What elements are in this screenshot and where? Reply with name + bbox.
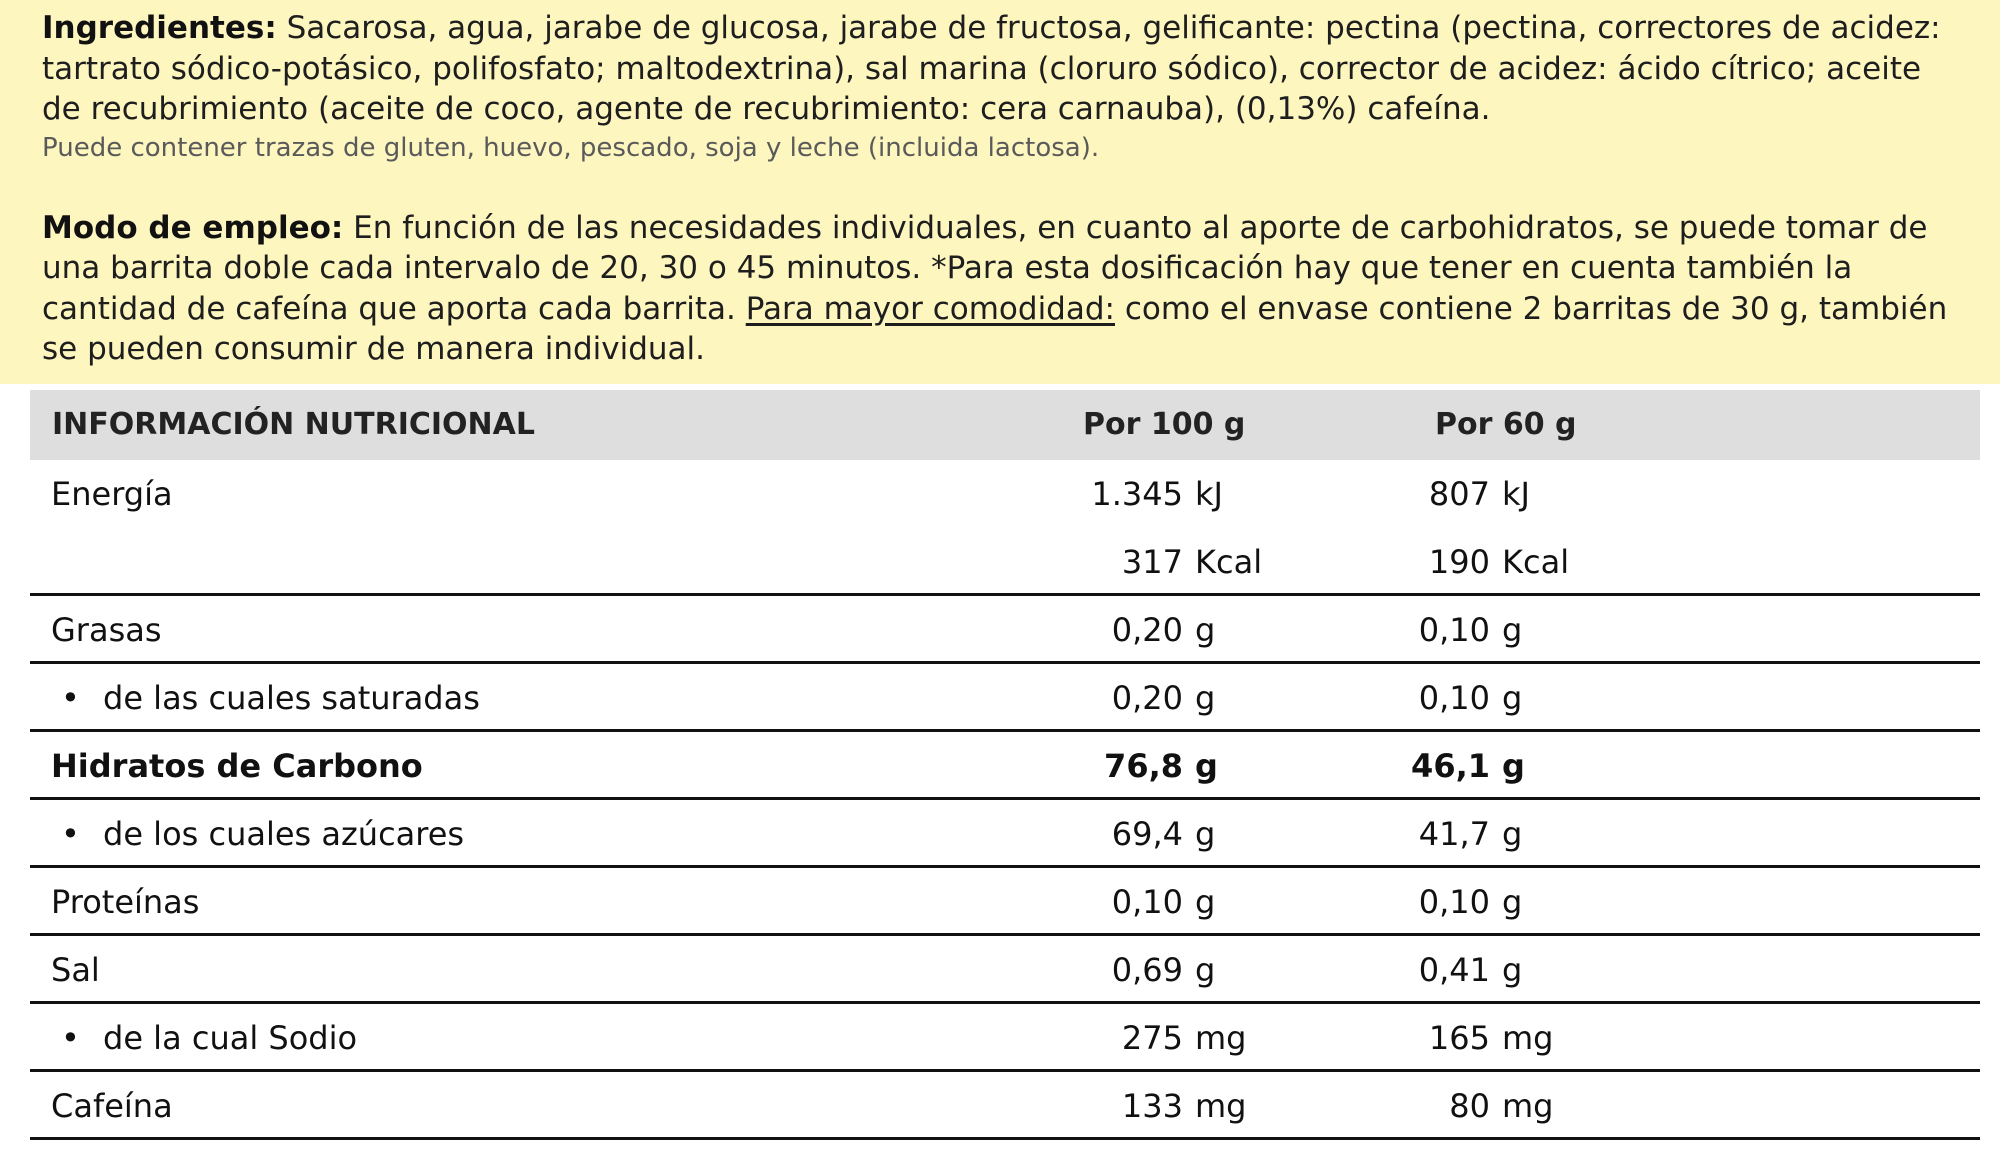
value-per-100g: 1.345 [1091,475,1183,513]
bullet-marker: • [61,815,80,853]
unit-per-100g: Kcal [1195,543,1263,581]
nutrient-label [51,732,423,800]
unit-per-60g: g [1502,815,1523,853]
unit-per-60g: kJ [1502,475,1530,513]
table-row [30,1004,1980,1072]
product-info-panel [0,0,2000,384]
value-per-100g: 69,4 [1111,815,1183,853]
nutrient-label [51,596,162,664]
unit-per-100g: g [1195,883,1216,921]
usage-underlined-note: Para mayor comodidad: [745,290,1115,327]
nutrient-name: Sal [51,951,100,989]
column-header-per-100g: Por 100 g [1083,407,1246,442]
nutrient-name: Proteínas [51,883,200,921]
table-row [30,664,1980,732]
value-per-60g: 46,1 [1411,747,1490,785]
ingredients-label: Ingredientes: [42,10,277,46]
value-per-60g: 807 [1428,475,1490,513]
table-row [30,868,1980,936]
nutrient-label [51,460,173,528]
usage-paragraph [42,208,1967,370]
unit-per-60g: mg [1502,1019,1554,1057]
nutrient-label [51,936,100,1004]
value-per-100g: 0,69 [1111,951,1183,989]
table-row [30,460,1980,528]
usage-label: Modo de empleo: [42,209,344,246]
bullet-marker: • [61,679,80,717]
value-per-100g: 275 [1121,1019,1183,1057]
nutrient-label [61,1004,357,1072]
usage-text: En función de las necesidades individuales, en cuanto al aporte de carbohidratos, se puede tomar de una barrita doble cada intervalo de 20, 30 o 45 minutos. *Para esta dosificación hay que tener en cuenta también la cantidad de cafeína que aporta cada barrita. [42,209,1928,327]
unit-per-100g: mg [1195,1019,1247,1057]
unit-per-100g: g [1195,611,1216,649]
value-per-60g: 0,10 [1418,679,1490,717]
nutrition-table [30,390,1980,1140]
table-row [30,596,1980,664]
value-per-100g: 317 [1121,543,1183,581]
value-per-100g: 0,10 [1111,883,1183,921]
value-per-60g: 165 [1428,1019,1490,1057]
column-header-per-60g: Por 60 g [1435,407,1577,442]
unit-per-60g: Kcal [1502,543,1570,581]
ingredients-text: Sacarosa, agua, jarabe de glucosa, jarabe de fructosa, gelificante: pectina (pectina, correctores de acidez: tartrato sódico-potásico, polifosfato; maltodextrina), sal marina (cloruro sódico), corrector de acidez: ácido cítrico; aceite de recubrimiento (aceite de coco, agente de recubrimiento: cera carnauba), (0,13%) cafeína. [42,10,1941,127]
unit-per-100g: mg [1195,1087,1247,1125]
value-per-100g: 0,20 [1111,611,1183,649]
value-per-100g: 0,20 [1111,679,1183,717]
ingredients-paragraph [42,8,1967,130]
table-row [30,1072,1980,1140]
nutrient-name: de los cuales azúcares [103,815,465,853]
value-per-60g: 0,10 [1418,611,1490,649]
nutrient-name: Hidratos de Carbono [51,747,423,785]
unit-per-100g: g [1195,815,1216,853]
nutrient-label [51,1072,173,1140]
nutrition-table-header [30,390,1980,460]
unit-per-100g: kJ [1195,475,1223,513]
nutrient-name: Grasas [51,611,162,649]
usage-text-end: como el envase contiene 2 barritas de 30 g, también se pueden consumir de manera individual. [42,290,1948,367]
value-per-60g: 190 [1428,543,1490,581]
table-row [30,528,1980,596]
unit-per-60g: g [1502,883,1523,921]
product-info-text [42,8,1967,370]
unit-per-60g: mg [1502,1087,1554,1125]
nutrient-name: de las cuales saturadas [103,679,480,717]
value-per-60g: 41,7 [1418,815,1490,853]
nutrient-name: Cafeína [51,1087,173,1125]
nutrient-name: Energía [51,475,173,513]
allergen-traces-note: Puede contener trazas de gluten, huevo, pescado, soja y leche (incluida lactosa). [42,132,1100,163]
table-row [30,800,1980,868]
nutrition-table-body [30,460,1980,1140]
value-per-60g: 0,10 [1418,883,1490,921]
unit-per-60g: g [1502,611,1523,649]
table-row [30,936,1980,1004]
nutrient-label [61,800,464,868]
nutrition-table-title: INFORMACIÓN NUTRICIONAL [52,407,535,442]
table-row [30,732,1980,800]
value-per-60g: 80 [1449,1087,1490,1125]
value-per-100g: 76,8 [1104,747,1183,785]
unit-per-60g: g [1502,679,1523,717]
nutrient-label [51,868,199,936]
value-per-60g: 0,41 [1418,951,1490,989]
nutrient-label [61,664,480,732]
unit-per-100g: g [1195,951,1216,989]
unit-per-60g: g [1502,951,1523,989]
unit-per-60g: g [1502,747,1525,785]
unit-per-100g: g [1195,679,1216,717]
bullet-marker: • [61,1019,80,1057]
nutrient-name: de la cual Sodio [103,1019,358,1057]
unit-per-100g: g [1195,747,1218,785]
value-per-100g: 133 [1121,1087,1183,1125]
